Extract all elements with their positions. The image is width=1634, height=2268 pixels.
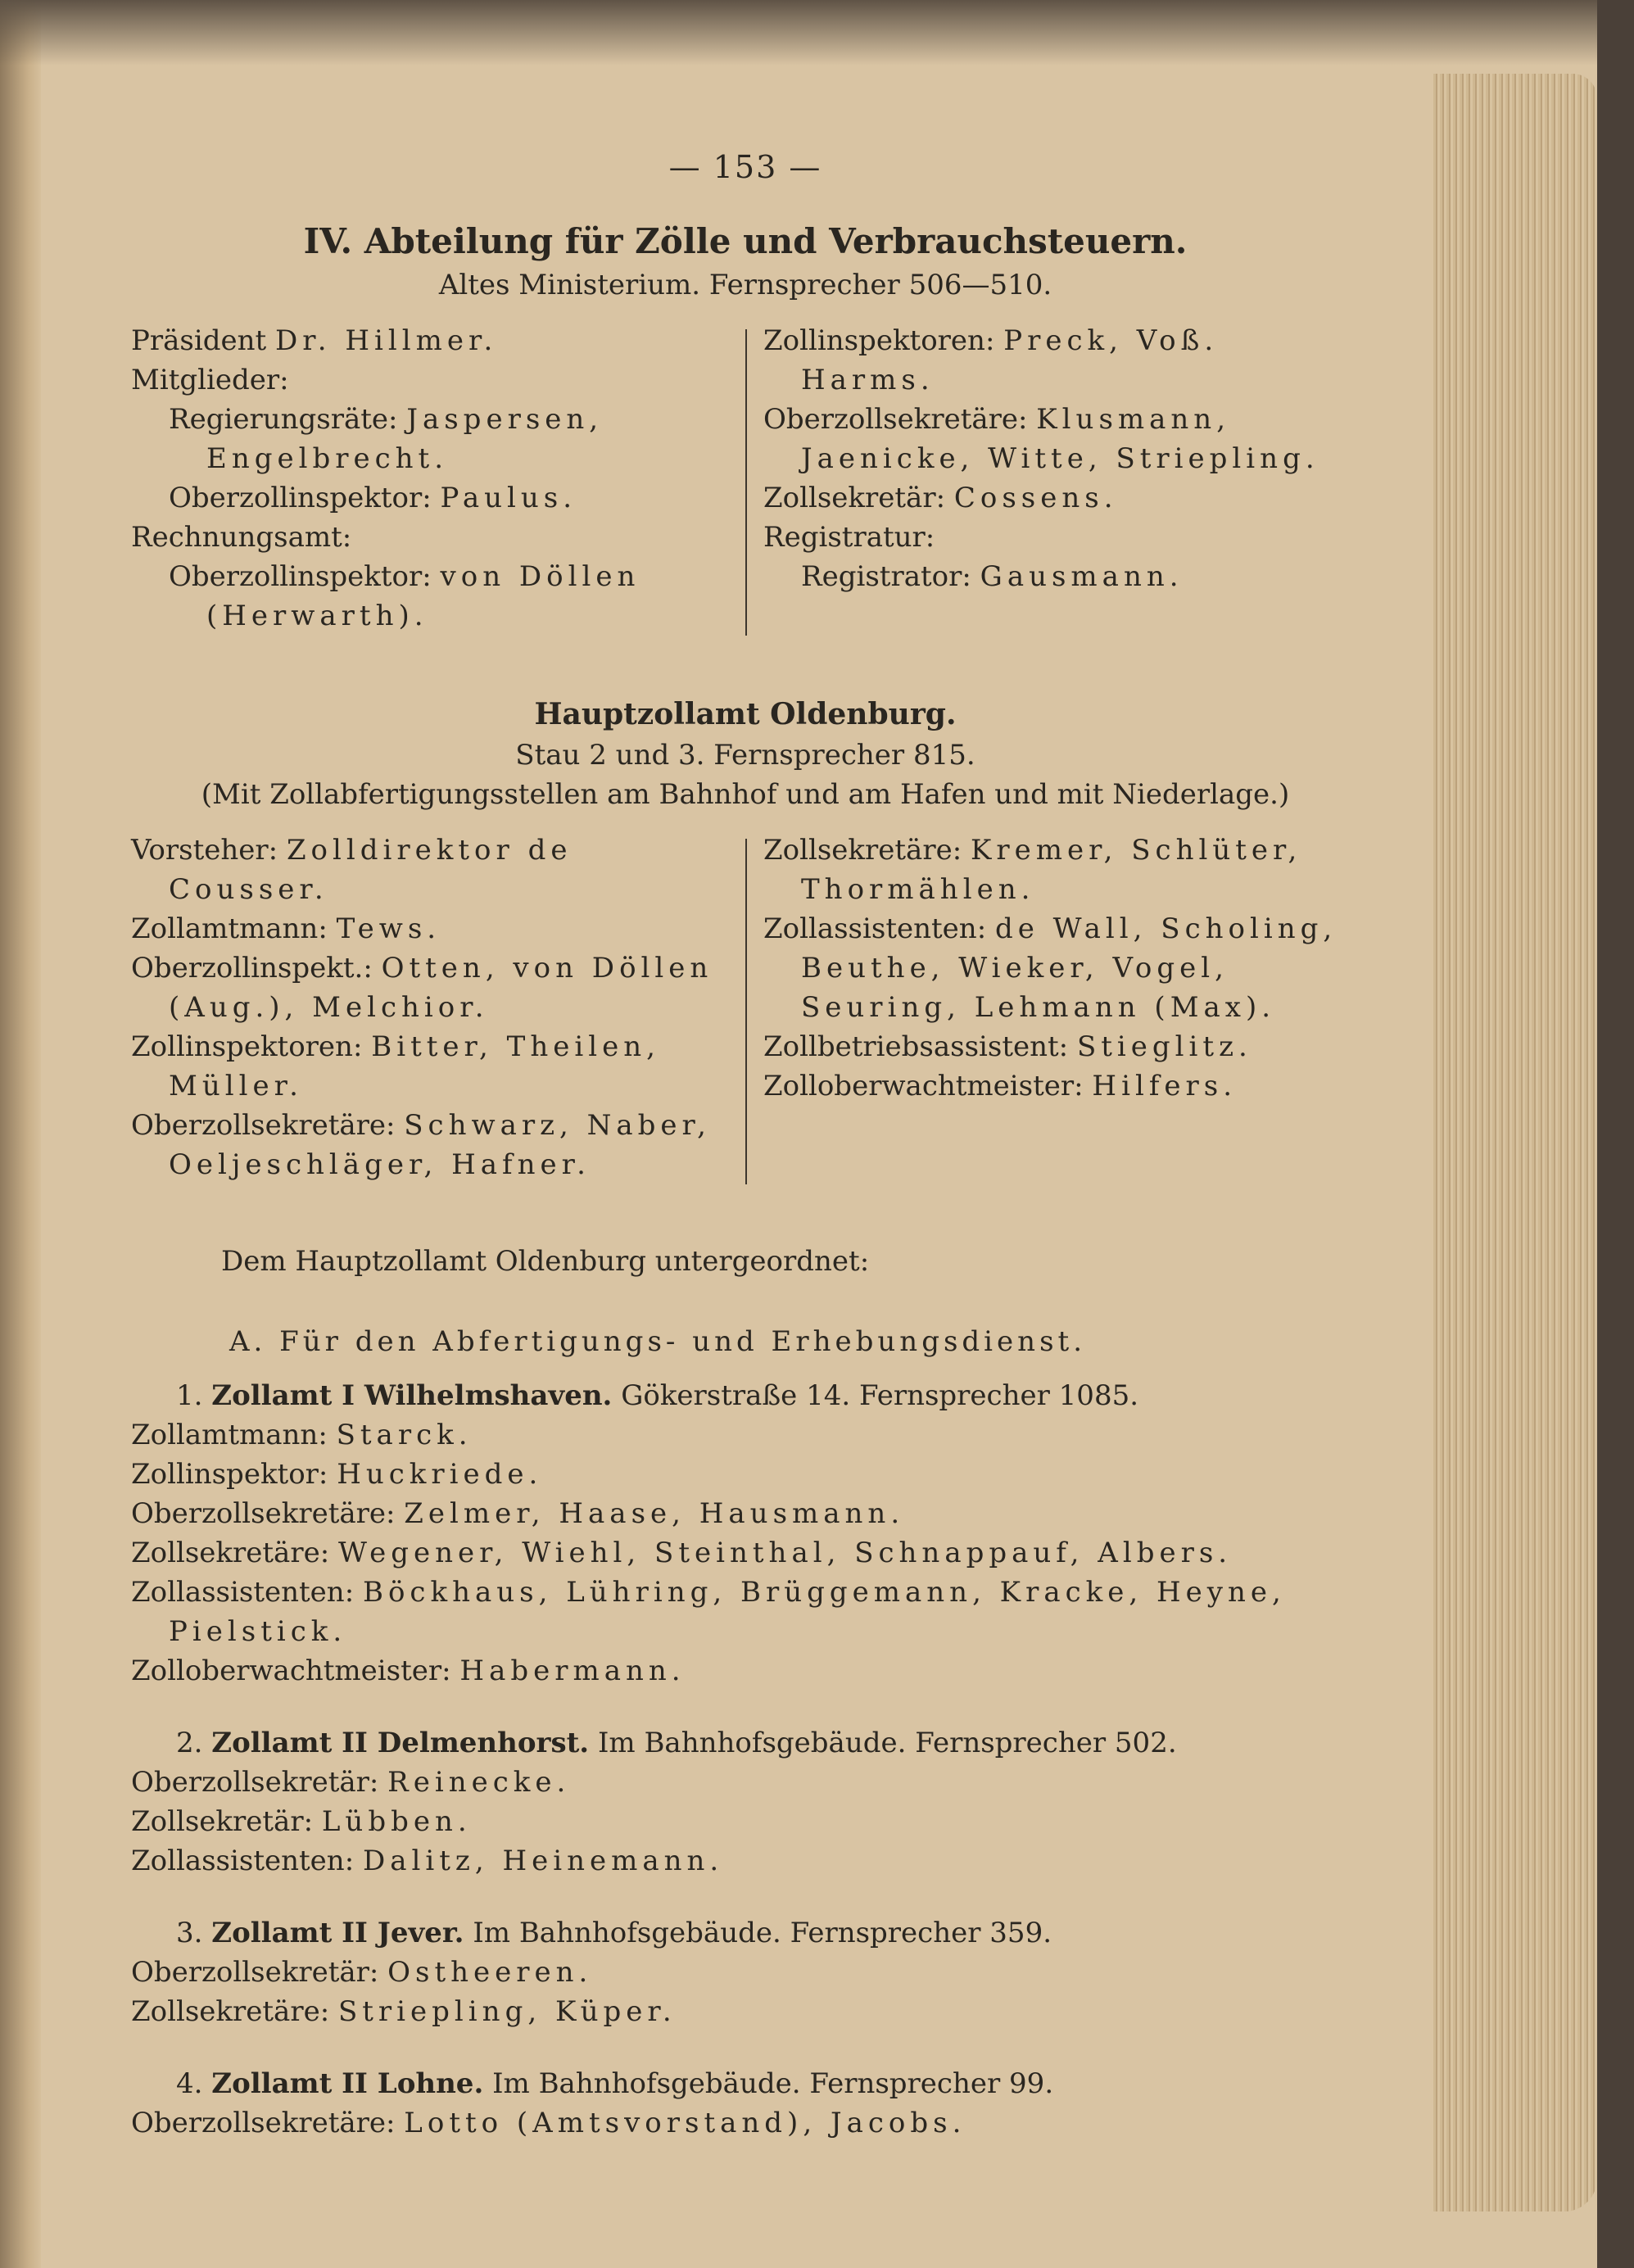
entry-value: Reinecke.: [387, 1766, 571, 1799]
entry-row: [763, 557, 1360, 596]
page-shadow: [0, 0, 1634, 66]
entry-row: [131, 1841, 1360, 1881]
office-number: 1.: [176, 1379, 203, 1412]
entry-label: Regierungsräte:: [169, 403, 398, 436]
entry-row: [131, 948, 727, 1027]
entry-label: Registrator:: [801, 560, 971, 593]
entry-row: [131, 1573, 1360, 1651]
entry-label: Registratur:: [763, 521, 935, 554]
entry-row: [131, 1763, 1360, 1802]
office-heading: [131, 1913, 1360, 1953]
office-detail: Im Bahnhofsgebäude. Fernsprecher 99.: [492, 2067, 1054, 2100]
entry-label: Oberzollinspektor:: [169, 560, 432, 593]
entry-value: Paulus.: [440, 482, 577, 514]
entry-label: Zollamtmann:: [131, 912, 328, 945]
section-columns: [131, 321, 1360, 636]
entry-row: [131, 360, 727, 400]
entry-label: Zollsekretäre:: [131, 1995, 330, 2028]
entry-label: Zollinspektoren:: [131, 1030, 363, 1063]
entry-value: Huckriede.: [337, 1458, 543, 1491]
entry-value: Hilfers.: [1092, 1070, 1238, 1102]
entry-value: Stieglitz.: [1076, 1030, 1252, 1063]
entry-row: [131, 1494, 1360, 1533]
entry-row: [131, 400, 727, 478]
entry-label: Zollsekretär:: [763, 482, 946, 514]
entry-row: [131, 1455, 1360, 1494]
entry-row: [131, 557, 727, 636]
office-heading: [131, 1376, 1360, 1415]
entry-row: [131, 1106, 727, 1184]
subordinate-intro: Dem Hauptzollamt Oldenburg untergeordnet:: [221, 1245, 870, 1278]
entry-row: [763, 1027, 1360, 1066]
office-name: Zollamt II Lohne.: [211, 2067, 484, 2100]
entry-value: von Döllen (Herwarth).: [206, 560, 640, 632]
entry-label: Oberzollsekretär:: [131, 1956, 379, 1989]
entry-row: [763, 321, 1360, 400]
entry-value: Cossens.: [953, 482, 1118, 514]
hauptzollamt-right-column: [745, 831, 1360, 1184]
column-divider: [745, 329, 747, 636]
office-block: [131, 1376, 1360, 1691]
entry-label: Zollassistenten:: [131, 1845, 355, 1877]
entry-row: [131, 1027, 727, 1106]
office-detail: Im Bahnhofsgebäude. Fernsprecher 359.: [473, 1917, 1052, 1949]
entry-row: [131, 2103, 1360, 2143]
office-block: [131, 1913, 1360, 2031]
book-spine: [0, 0, 41, 2268]
column-divider: [745, 839, 747, 1184]
section-a-heading: A. Für den Abfertigungs- und Erhebungsdienst.: [229, 1325, 1086, 1358]
page-content: [131, 147, 1360, 2143]
section-title: IV. Abteilung für Zölle und Verbrauchsteuern.: [303, 221, 1188, 261]
office-detail: Im Bahnhofsgebäude. Fernsprecher 502.: [597, 1727, 1177, 1759]
entry-label: Oberzollsekretär:: [131, 1766, 379, 1799]
office-name: Zollamt II Delmenhorst.: [211, 1727, 590, 1759]
office-number: 4.: [176, 2067, 203, 2100]
entry-row: [131, 1802, 1360, 1841]
entry-label: Zollamtmann:: [131, 1419, 328, 1451]
page-number: — 153 —: [668, 149, 822, 185]
page-edges: [1433, 74, 1597, 2211]
office-number: 2.: [176, 1727, 203, 1759]
entry-label: Zollinspektoren:: [763, 324, 995, 357]
hauptzollamt-left-column: [131, 831, 745, 1184]
section-left-column: [131, 321, 745, 636]
entry-row: [131, 1992, 1360, 2031]
entry-label: Zolloberwachtmeister:: [763, 1070, 1084, 1102]
hauptzollamt-title: Hauptzollamt Oldenburg.: [534, 697, 957, 731]
entry-value: de Wall, Scholing, Beuthe, Wieker, Vogel, Seuring, Lehmann (Max).: [801, 912, 1338, 1024]
office-block: [131, 2064, 1360, 2143]
office-number: 3.: [176, 1917, 203, 1949]
entry-label: Rechnungsamt:: [131, 521, 352, 554]
entry-row: [131, 321, 727, 360]
entry-value: Lübben.: [321, 1805, 472, 1838]
entry-label: Vorsteher:: [131, 834, 278, 867]
office-block: [131, 1723, 1360, 1881]
entry-value: Dr. Hillmer.: [274, 324, 498, 357]
office-name: Zollamt I Wilhelmshaven.: [211, 1379, 613, 1412]
office-detail: Gökerstraße 14. Fernsprecher 1085.: [621, 1379, 1139, 1412]
entry-label: Zollsekretär:: [131, 1805, 314, 1838]
entry-label: Oberzollinspekt.:: [131, 952, 373, 985]
entry-label: Präsident: [131, 324, 267, 357]
entry-row: [131, 1651, 1360, 1691]
entry-value: Tews.: [336, 912, 441, 945]
hauptzollamt-line2: (Mit Zollabfertigungsstellen am Bahnhof und am Hafen und mit Niederlage.): [201, 778, 1290, 811]
entry-value: Preck, Voß. Harms.: [801, 324, 1219, 396]
entry-row: [131, 1533, 1360, 1573]
entry-value: Jaspersen, Engelbrecht.: [206, 403, 604, 475]
entry-label: Zollsekretäre:: [763, 834, 962, 867]
entry-label: Oberzollsekretäre:: [131, 1497, 396, 1530]
entry-value: Böckhaus, Lühring, Brüggemann, Kracke, Heyne, Pielstick.: [169, 1576, 1286, 1648]
entry-value: Schwarz, Naber, Oeljeschläger, Hafner.: [169, 1109, 711, 1181]
entry-label: Mitglieder:: [131, 364, 289, 396]
entry-value: Gausmann.: [980, 560, 1184, 593]
entry-label: Oberzollinspektor:: [169, 482, 432, 514]
office-heading: [131, 2064, 1360, 2103]
section-right-column: [745, 321, 1360, 636]
entry-value: Zelmer, Haase, Hausmann.: [404, 1497, 905, 1530]
entry-label: Zollassistenten:: [763, 912, 987, 945]
entry-row: [131, 1415, 1360, 1455]
entry-label: Zollbetriebsassistent:: [763, 1030, 1069, 1063]
entry-value: Wegener, Wiehl, Steinthal, Schnappauf, Albers.: [337, 1537, 1233, 1569]
entry-value: Striepling, Küper.: [337, 1995, 677, 2028]
entry-value: Klusmann, Jaenicke, Witte, Striepling.: [801, 403, 1319, 475]
entry-value: Zolldirektor de Cousser.: [169, 834, 573, 906]
background: [1597, 0, 1634, 2268]
offices-list: [131, 1376, 1360, 2143]
entry-value: Dalitz, Heinemann.: [362, 1845, 724, 1877]
section-subtitle: Altes Ministerium. Fernsprecher 506—510.: [438, 269, 1052, 301]
hauptzollamt-columns: [131, 831, 1360, 1184]
entry-label: Oberzollsekretäre:: [131, 1109, 396, 1142]
entry-row: [763, 1066, 1360, 1106]
entry-value: Habermann.: [459, 1655, 686, 1687]
entry-label: Oberzollsekretäre:: [131, 2107, 396, 2139]
entry-value: Bitter, Theilen, Müller.: [169, 1030, 660, 1102]
entry-row: [131, 1953, 1360, 1992]
entry-row: [131, 518, 727, 557]
hauptzollamt-line1: Stau 2 und 3. Fernsprecher 815.: [515, 739, 975, 772]
entry-value: Starck.: [336, 1419, 473, 1451]
entry-label: Zollassistenten:: [131, 1576, 355, 1609]
office-name: Zollamt II Jever.: [211, 1917, 464, 1949]
office-heading: [131, 1723, 1360, 1763]
entry-value: Ostheeren.: [387, 1956, 593, 1989]
entry-label: Oberzollsekretäre:: [763, 403, 1028, 436]
entry-row: [131, 909, 727, 948]
entry-value: Otten, von Döllen (Aug.), Melchior.: [169, 952, 713, 1024]
entry-row: [763, 478, 1360, 518]
entry-label: Zolloberwachtmeister:: [131, 1655, 451, 1687]
entry-row: [763, 831, 1360, 909]
entry-row: [131, 831, 727, 909]
entry-row: [763, 909, 1360, 1027]
entry-row: [763, 400, 1360, 478]
entry-value: Lotto (Amtsvorstand), Jacobs.: [404, 2107, 966, 2139]
entry-row: [131, 478, 727, 518]
entry-label: Zollsekretäre:: [131, 1537, 330, 1569]
entry-row: [763, 518, 1360, 557]
entry-label: Zollinspektor:: [131, 1458, 328, 1491]
entry-value: Kremer, Schlüter, Thormählen.: [801, 834, 1302, 906]
